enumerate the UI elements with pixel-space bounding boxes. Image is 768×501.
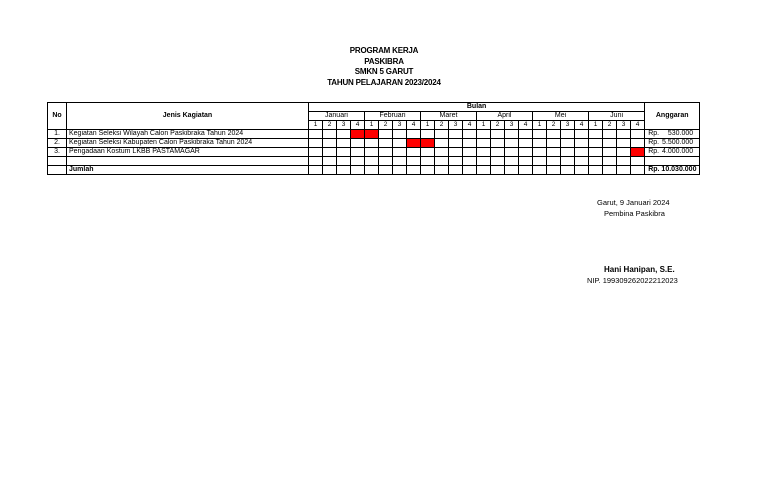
week-cell	[309, 130, 323, 139]
week-cell	[575, 166, 589, 175]
week-cell	[547, 157, 561, 166]
document-title	[0, 46, 768, 88]
week-cell	[519, 166, 533, 175]
budget-cell	[645, 139, 700, 148]
amount-value: 4.000.000	[662, 148, 694, 155]
table-row	[48, 148, 700, 157]
week-cell	[393, 157, 407, 166]
week-header: 4	[351, 121, 365, 130]
empty-cell	[48, 157, 67, 166]
week-cell	[435, 157, 449, 166]
week-cell	[379, 139, 393, 148]
week-cell	[337, 139, 351, 148]
week-header: 3	[617, 121, 631, 130]
week-cell	[337, 130, 351, 139]
week-cell	[435, 130, 449, 139]
title-line: PROGRAM KERJA	[349, 46, 419, 55]
week-cell	[561, 139, 575, 148]
scheduled-week-cell	[365, 130, 379, 139]
budget-amount	[645, 139, 699, 147]
month-header: Februari	[365, 112, 421, 121]
week-header: 3	[449, 121, 463, 130]
week-cell	[603, 130, 617, 139]
table-row	[48, 139, 700, 148]
week-cell	[603, 166, 617, 175]
week-cell	[407, 148, 421, 157]
week-cell	[477, 139, 491, 148]
week-cell	[351, 157, 365, 166]
week-cell	[393, 166, 407, 175]
week-cell	[477, 157, 491, 166]
signature-place-date: Garut, 9 Januari 2024	[597, 198, 670, 207]
empty-cell	[645, 157, 700, 166]
week-header: 2	[323, 121, 337, 130]
week-cell	[491, 166, 505, 175]
week-cell	[519, 130, 533, 139]
week-cell	[547, 130, 561, 139]
week-cell	[505, 148, 519, 157]
week-cell	[547, 139, 561, 148]
week-cell	[351, 166, 365, 175]
scheduled-week-cell	[421, 139, 435, 148]
week-cell	[477, 148, 491, 157]
amount-value: 5.500.000	[662, 139, 694, 146]
week-cell	[323, 148, 337, 157]
table-row	[48, 130, 700, 139]
week-header: 2	[547, 121, 561, 130]
signature-nip: NIP. 199309262022212023	[587, 276, 678, 285]
week-cell	[617, 139, 631, 148]
budget-amount	[645, 130, 699, 138]
week-cell	[323, 130, 337, 139]
week-cell	[505, 157, 519, 166]
week-cell	[379, 148, 393, 157]
budget-cell	[645, 148, 700, 157]
week-cell	[533, 139, 547, 148]
week-cell	[379, 130, 393, 139]
week-cell	[617, 130, 631, 139]
week-cell	[589, 157, 603, 166]
week-header: 3	[505, 121, 519, 130]
week-cell	[407, 166, 421, 175]
week-cell	[309, 148, 323, 157]
month-header: Mei	[533, 112, 589, 121]
week-cell	[365, 148, 379, 157]
table-body	[48, 130, 700, 175]
week-cell	[309, 166, 323, 175]
week-cell	[631, 130, 645, 139]
week-cell	[477, 166, 491, 175]
week-cell	[421, 130, 435, 139]
week-cell	[421, 166, 435, 175]
total-amount: Rp. 10.030.000	[645, 166, 700, 175]
week-cell	[491, 148, 505, 157]
header-no: No	[48, 103, 67, 130]
week-cell	[407, 130, 421, 139]
week-cell	[365, 166, 379, 175]
week-cell	[379, 157, 393, 166]
week-cell	[463, 157, 477, 166]
currency-label: Rp.	[648, 130, 660, 137]
week-cell	[505, 130, 519, 139]
week-cell	[491, 130, 505, 139]
budget-cell	[645, 130, 700, 139]
week-cell	[547, 166, 561, 175]
week-header: 4	[575, 121, 589, 130]
week-cell	[323, 166, 337, 175]
week-header: 3	[337, 121, 351, 130]
week-cell	[393, 130, 407, 139]
week-cell	[463, 148, 477, 157]
week-cell	[519, 139, 533, 148]
week-cell	[491, 157, 505, 166]
month-header: April	[477, 112, 533, 121]
week-cell	[575, 148, 589, 157]
week-cell	[421, 148, 435, 157]
week-cell	[407, 157, 421, 166]
week-cell	[547, 148, 561, 157]
week-cell	[589, 148, 603, 157]
week-header: 2	[435, 121, 449, 130]
week-cell	[589, 139, 603, 148]
week-header: 3	[393, 121, 407, 130]
week-cell	[561, 166, 575, 175]
month-header: Maret	[421, 112, 477, 121]
week-cell	[505, 139, 519, 148]
title-line: SMKN 5 GARUT	[354, 67, 414, 76]
week-cell	[575, 130, 589, 139]
week-cell	[617, 148, 631, 157]
week-cell	[379, 166, 393, 175]
week-header: 2	[491, 121, 505, 130]
week-cell	[351, 139, 365, 148]
total-row	[48, 166, 700, 175]
week-header: 1	[533, 121, 547, 130]
week-cell	[463, 166, 477, 175]
week-cell	[603, 148, 617, 157]
header-activity: Jenis Kagiatan	[67, 103, 309, 130]
week-header: 1	[589, 121, 603, 130]
activity-name: Kegiatan Seleksi Kabupaten Calon Paskibraka Tahun 2024	[67, 139, 309, 148]
week-cell	[589, 166, 603, 175]
week-cell	[533, 166, 547, 175]
week-cell	[631, 157, 645, 166]
header-month-group: Bulan	[309, 103, 645, 112]
week-header: 3	[561, 121, 575, 130]
week-header: 1	[309, 121, 323, 130]
week-cell	[351, 148, 365, 157]
week-header: 4	[407, 121, 421, 130]
week-cell	[603, 139, 617, 148]
week-header: 4	[631, 121, 645, 130]
week-cell	[449, 130, 463, 139]
week-header: 4	[463, 121, 477, 130]
week-cell	[631, 139, 645, 148]
week-header: 4	[519, 121, 533, 130]
week-cell	[561, 148, 575, 157]
week-cell	[449, 166, 463, 175]
scheduled-week-cell	[631, 148, 645, 157]
week-cell	[561, 157, 575, 166]
week-cell	[463, 130, 477, 139]
empty-cell	[67, 157, 309, 166]
week-cell	[393, 148, 407, 157]
week-cell	[505, 166, 519, 175]
week-cell	[631, 166, 645, 175]
week-cell	[337, 157, 351, 166]
week-cell	[449, 139, 463, 148]
week-cell	[575, 157, 589, 166]
week-cell	[575, 139, 589, 148]
signature-role: Pembina Paskibra	[604, 209, 665, 218]
week-cell	[337, 148, 351, 157]
week-cell	[533, 130, 547, 139]
week-header: 1	[421, 121, 435, 130]
week-cell	[449, 148, 463, 157]
activity-name: Kegiatan Seleksi Wilayah Calon Paskibraka Tahun 2024	[67, 130, 309, 139]
week-cell	[533, 148, 547, 157]
total-label: Jumlah	[67, 166, 309, 175]
week-cell	[617, 157, 631, 166]
empty-row	[48, 157, 700, 166]
empty-cell	[48, 166, 67, 175]
activity-name: Pengadaan Kostum LKBB PASTAMAGAR	[67, 148, 309, 157]
week-cell	[589, 130, 603, 139]
budget-amount	[645, 148, 699, 156]
week-header: 1	[365, 121, 379, 130]
currency-label: Rp.	[648, 139, 660, 146]
header-budget: Anggaran	[645, 103, 700, 130]
currency-label: Rp.	[648, 148, 660, 155]
week-cell	[519, 157, 533, 166]
row-number: 1.	[48, 130, 67, 139]
week-header: 2	[379, 121, 393, 130]
signature-name: Hani Hanipan, S.E.	[604, 265, 675, 274]
week-cell	[463, 139, 477, 148]
week-cell	[365, 139, 379, 148]
month-header: Januari	[309, 112, 365, 121]
week-cell	[337, 166, 351, 175]
week-cell	[365, 157, 379, 166]
week-cell	[449, 157, 463, 166]
title-line: TAHUN PELAJARAN 2023/2024	[327, 77, 441, 87]
week-cell	[323, 139, 337, 148]
work-program-table	[47, 102, 700, 175]
scheduled-week-cell	[407, 139, 421, 148]
week-header: 2	[603, 121, 617, 130]
row-number: 3.	[48, 148, 67, 157]
week-cell	[435, 148, 449, 157]
month-header: Juni	[589, 112, 645, 121]
row-number: 2.	[48, 139, 67, 148]
week-cell	[617, 166, 631, 175]
week-cell	[323, 157, 337, 166]
week-cell	[519, 148, 533, 157]
week-cell	[533, 157, 547, 166]
week-cell	[435, 166, 449, 175]
week-cell	[393, 139, 407, 148]
week-header: 1	[477, 121, 491, 130]
week-cell	[309, 157, 323, 166]
scheduled-week-cell	[351, 130, 365, 139]
week-cell	[603, 157, 617, 166]
week-cell	[435, 139, 449, 148]
week-cell	[421, 157, 435, 166]
week-cell	[309, 139, 323, 148]
week-cell	[561, 130, 575, 139]
week-cell	[477, 130, 491, 139]
amount-value: 530.000	[667, 130, 694, 137]
week-cell	[491, 139, 505, 148]
title-line: PASKIBRA	[364, 56, 404, 66]
